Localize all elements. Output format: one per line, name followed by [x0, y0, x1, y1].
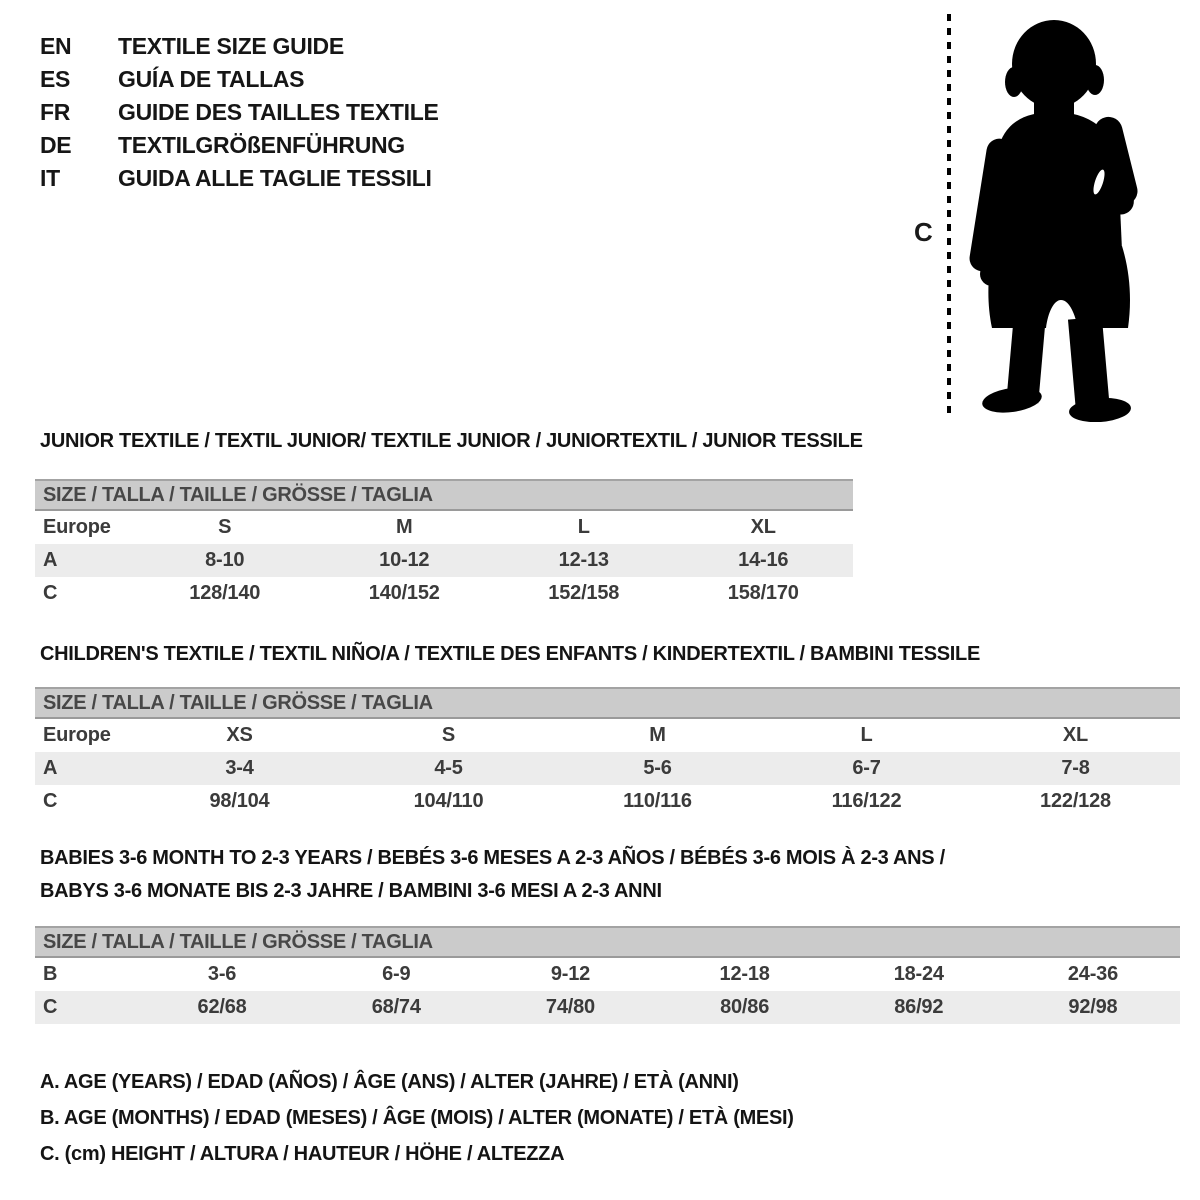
- table-cell: L: [860, 724, 873, 746]
- table-cell: 14-16: [738, 549, 789, 571]
- table-rows: [35, 958, 1180, 1024]
- guide-title: GUIDA ALLE TAGLIE TESSILI: [118, 165, 432, 191]
- table-row: [35, 991, 1180, 1024]
- table-cell: 80/86: [720, 996, 770, 1018]
- legend-line-a: A. AGE (YEARS) / EDAD (AÑOS) / ÂGE (ANS) / ALTER (JAHRE) / ETÀ (ANNI): [40, 1071, 739, 1093]
- size-header-band: SIZE / TALLA / TAILLE / GRÖSSE / TAGLIA: [35, 926, 1180, 958]
- table-cell: 110/116: [623, 790, 692, 812]
- language-code: IT: [40, 165, 60, 191]
- table-row: [35, 958, 1180, 991]
- language-row: [40, 63, 439, 96]
- babies-size-table: [35, 926, 1180, 1024]
- table-cell: S: [441, 724, 456, 746]
- table-cell: 158/170: [727, 582, 799, 604]
- table-cell: 18-24: [893, 963, 944, 985]
- guide-title: TEXTILE SIZE GUIDE: [118, 33, 344, 59]
- table-row: [35, 511, 853, 544]
- size-header-band: SIZE / TALLA / TAILLE / GRÖSSE / TAGLIA: [35, 479, 853, 511]
- table-cell: 6-9: [382, 963, 411, 985]
- legend-line-b: B. AGE (MONTHS) / EDAD (MESES) / ÂGE (MOIS) / ALTER (MONATE) / ETÀ (MESI): [40, 1107, 794, 1129]
- junior-size-table: [35, 479, 853, 610]
- measurement-legend: [40, 1064, 794, 1172]
- row-label: Europe: [43, 516, 111, 538]
- section-title-junior: JUNIOR TEXTILE / TEXTIL JUNIOR/ TEXTILE JUNIOR / JUNIORTEXTIL / JUNIOR TESSILE: [40, 430, 863, 452]
- table-cell: 152/158: [548, 582, 620, 604]
- language-header: [40, 30, 439, 195]
- legend-line-c: C. (cm) HEIGHT / ALTURA / HAUTEUR / HÖHE / ALTEZZA: [40, 1143, 565, 1165]
- table-cell: 24-36: [1067, 963, 1119, 985]
- section-title-line: BABYS 3-6 MONATE BIS 2-3 JAHRE / BAMBINI 3-6 MESI A 2-3 ANNI: [40, 880, 662, 902]
- table-cell: 98/104: [209, 790, 270, 812]
- table-cell: L: [577, 516, 590, 538]
- table-cell: 68/74: [371, 996, 421, 1018]
- table-rows: [35, 511, 853, 610]
- language-row: [40, 96, 439, 129]
- language-row: [40, 30, 439, 63]
- table-row: [35, 752, 1180, 785]
- children-size-table: [35, 687, 1180, 818]
- row-label: A: [43, 757, 58, 779]
- table-cell: S: [218, 516, 232, 538]
- table-cell: 8-10: [205, 549, 245, 571]
- height-dashed-line: [946, 14, 952, 416]
- table-cell: 122/128: [1040, 790, 1111, 812]
- table-cell: 9-12: [550, 963, 591, 985]
- row-label: C: [43, 790, 58, 812]
- language-row: [40, 129, 439, 162]
- table-row: [35, 577, 853, 610]
- table-cell: 74/80: [545, 996, 595, 1018]
- table-cell: 7-8: [1061, 757, 1090, 779]
- row-label: A: [43, 549, 58, 571]
- section-title-line: BABIES 3-6 MONTH TO 2-3 YEARS / BEBÉS 3-6 MESES A 2-3 AÑOS / BÉBÉS 3-6 MOIS À 2-3 ANS /: [40, 847, 945, 869]
- table-cell: 12-13: [558, 549, 609, 571]
- height-measure-label: C: [914, 217, 933, 247]
- table-cell: 86/92: [894, 996, 944, 1018]
- language-code: EN: [40, 33, 72, 59]
- row-label: C: [43, 582, 58, 604]
- table-cell: XS: [226, 724, 253, 746]
- row-label: Europe: [43, 724, 111, 746]
- language-code: DE: [40, 132, 72, 158]
- guide-title: GUÍA DE TALLAS: [118, 66, 305, 92]
- section-title-children: CHILDREN'S TEXTILE / TEXTIL NIÑO/A / TEXTILE DES ENFANTS / KINDERTEXTIL / BAMBINI TESSILE: [40, 643, 980, 665]
- table-cell: 128/140: [189, 582, 261, 604]
- table-cell: 3-6: [207, 963, 237, 985]
- table-row: [35, 719, 1180, 752]
- guide-title: TEXTILGRÖßENFÜHRUNG: [118, 132, 405, 158]
- table-rows: [35, 719, 1180, 818]
- table-cell: 4-5: [434, 757, 463, 779]
- guide-title: GUIDE DES TAILLES TEXTILE: [118, 99, 439, 125]
- row-label: B: [43, 963, 58, 985]
- table-cell: 10-12: [379, 549, 430, 571]
- toddler-silhouette-icon: [962, 10, 1148, 422]
- table-cell: 116/122: [831, 790, 902, 812]
- row-label: C: [43, 996, 58, 1018]
- table-cell: XL: [1062, 724, 1089, 746]
- language-row: [40, 162, 439, 195]
- table-row: [35, 544, 853, 577]
- section-title-babies: [40, 842, 945, 908]
- table-cell: 12-18: [719, 963, 770, 985]
- language-code: ES: [40, 66, 71, 92]
- table-cell: 104/110: [413, 790, 484, 812]
- language-code: FR: [40, 99, 71, 125]
- table-cell: 62/68: [197, 996, 247, 1018]
- table-cell: 3-4: [225, 757, 254, 779]
- size-header-band: SIZE / TALLA / TAILLE / GRÖSSE / TAGLIA: [35, 687, 1180, 719]
- table-cell: 6-7: [852, 757, 881, 779]
- table-cell: M: [649, 724, 666, 746]
- table-cell: M: [396, 516, 413, 538]
- table-cell: 5-6: [643, 757, 672, 779]
- table-row: [35, 785, 1180, 818]
- table-cell: XL: [750, 516, 776, 538]
- table-cell: 140/152: [368, 582, 440, 604]
- table-cell: 92/98: [1068, 996, 1118, 1018]
